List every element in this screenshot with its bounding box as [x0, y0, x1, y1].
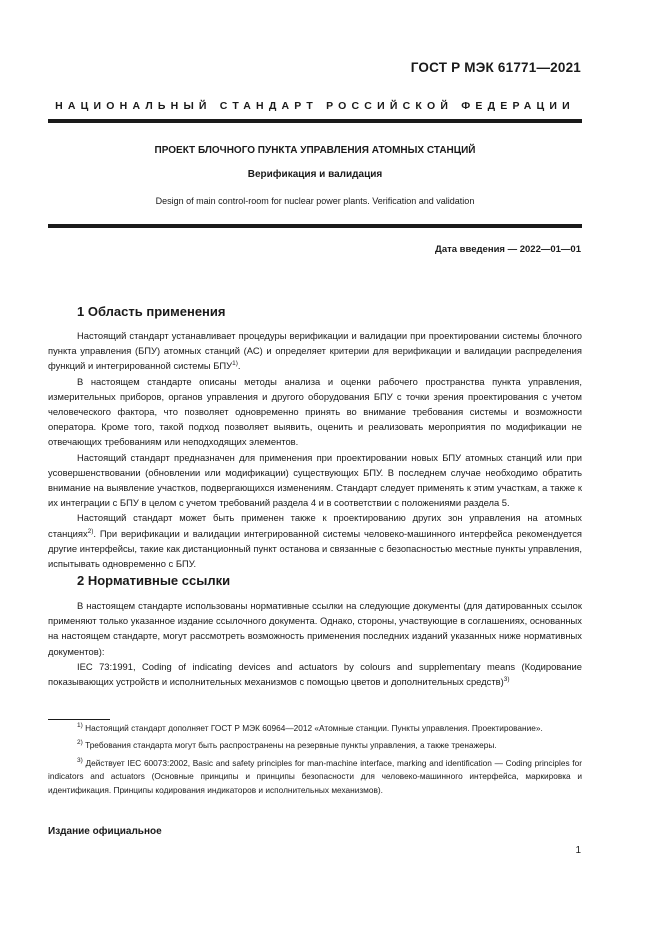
document-subtitle: Верификация и валидация	[247, 169, 383, 180]
introduction-date: Дата введения — 2022—01—01	[435, 244, 581, 255]
footnote	[48, 722, 582, 735]
footnote	[48, 757, 582, 797]
standard-code: ГОСТ Р МЭК 61771—2021	[410, 60, 581, 75]
footnote-mark: 3)	[77, 757, 83, 765]
paragraph-text: Настоящий стандарт может быть применен также к проектированию других зон управления на атомных станциях	[48, 512, 582, 539]
footnote-text: Настоящий стандарт дополняет ГОСТ Р МЭК 60964—2012 «Атомные станции. Пункты управления. Проектирование».	[85, 723, 543, 733]
footnote-mark: 1)	[77, 722, 83, 730]
paragraph-text: .	[237, 360, 241, 372]
paragraph-text: IEC 73:1991, Coding of indicating devices and actuators by colours and supplementary means (Кодирование показывающих устройств и исполнительных механизмов с помощью цветов и дополнительных средств)	[48, 660, 582, 688]
paragraph	[48, 510, 582, 571]
footnote-ref: 3)	[503, 675, 510, 683]
footnotes	[48, 722, 582, 801]
footnote	[48, 739, 582, 752]
section-2-body	[48, 598, 582, 689]
page-number: 1	[575, 845, 581, 856]
paragraph-text: . При верификации и валидации интегрированной системы человеко-машинного интерфейса рекомендуется другие интерфейсы, такие как дистанционный пункт останова и связанные с безопасностью местные пункты управления, испытывать одновременно с БПУ.	[48, 527, 582, 570]
paragraph	[48, 328, 582, 374]
footnote-mark: 2)	[77, 739, 83, 747]
paragraph	[48, 659, 582, 689]
paragraph: В настоящем стандарте описаны методы анализа и оценки рабочего пространства пункта управления, измерительных приборов, органов управления и другого оборудования БПУ с точки зрения проектирования с учетом человеческого фактора, что позволяет одновременно принять во внимание требования системы и возможности оператора. Кроме того, такой подход позволяет выявить, оценить и реализовать мероприятия по модификации не отвечающих требованиям или неподходящих элементов.	[48, 375, 582, 448]
footnote-ref: 2)	[87, 527, 94, 535]
paragraph-text: Настоящий стандарт устанавливает процедуры верификации и валидации при проектировании системы блочного пункта управления (БПУ) атомных станций (АС) и определяет критерии для верификации и валидации распределения функций и интегрированной системы БПУ	[48, 330, 582, 372]
paragraph: В настоящем стандарте использованы нормативные ссылки на следующие документы (для датированных ссылок применяют только указанное издание ссылочного документа. Однако, стороны, участвующие в соглашениях, основанных на настоящем стандарте, могут рассмотреть возможность применения последних изданий указанных ниже нормативных документов):	[48, 600, 582, 657]
section-1-body	[48, 328, 582, 571]
footnote-divider	[48, 719, 110, 720]
footnote-text: Действует IEC 60073:2002, Basic and safety principles for man-machine interface, marking and identification — Coding principles for indicators and actuators (Основные принципы и принципы безопасности для человеко-машинного интерфейса, маркировка и идентификация. Принципы кодирования индикаторов и исполнительных механизмов).	[48, 757, 582, 795]
footnote-ref: 1)	[232, 360, 238, 368]
section-2-heading: 2 Нормативные ссылки	[77, 573, 231, 588]
footnote-text: Требования стандарта могут быть распространены на резервные пункты управления, а также тренажеры.	[85, 740, 497, 751]
document-title: ПРОЕКТ БЛОЧНОГО ПУНКТА УПРАВЛЕНИЯ АТОМНЫХ СТАНЦИЙ	[154, 145, 476, 156]
official-edition-label: Издание официальное	[48, 826, 162, 837]
paragraph: Настоящий стандарт предназначен для применения при проектировании новых БПУ атомных станций или при усовершенствовании (обновлении или модификации) существующих БПУ. В последнем случае необходимо обратить внимание на выявление участков, подвергающихся изменениям. Стандарт следует применять к этим участкам, а также к их интеграции с БПУ в целом с учетом требований раздела 4 и в соответствии с положениями раздела 5.	[48, 451, 582, 509]
title-divider	[48, 224, 582, 228]
national-standard-banner: НАЦИОНАЛЬНЫЙ СТАНДАРТ РОССИЙСКОЙ ФЕДЕРАЦИИ	[55, 100, 575, 112]
section-1-heading: 1 Область применения	[77, 304, 226, 319]
english-title: Design of main control-room for nuclear power plants. Verification and validation	[155, 196, 475, 206]
top-divider	[48, 119, 582, 123]
